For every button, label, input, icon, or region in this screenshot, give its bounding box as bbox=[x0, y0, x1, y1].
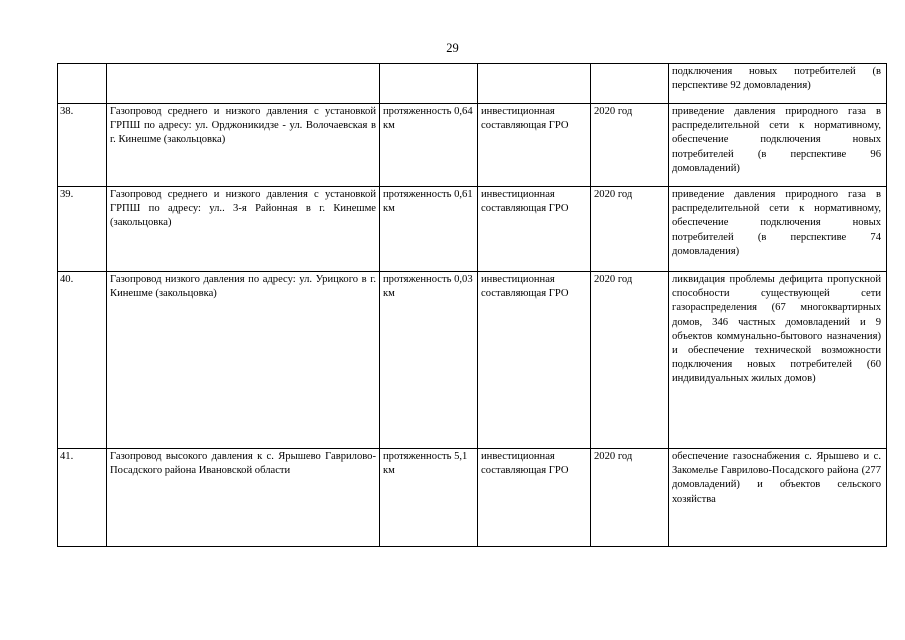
cell-result: приведение давления природного газа в распределительной сети к нормативному, обеспечение подключения новых потребителей (в перспективе 74 домовладения) bbox=[669, 187, 887, 272]
cell-result: обеспечение газоснабжения с. Ярышево и с. Закомелье Гаврилово-Посадского района (277 домовладений) и объектов сельского хозяйства bbox=[669, 449, 887, 547]
cell-number: 41. bbox=[58, 449, 107, 547]
table-row bbox=[58, 272, 887, 449]
cell-parameter: протяженность 0,64 км bbox=[380, 104, 478, 187]
cell-year: 2020 год bbox=[591, 104, 669, 187]
cell-number: 40. bbox=[58, 272, 107, 449]
cell-funding-source: инвестиционная составляющая ГРО bbox=[478, 272, 591, 449]
table-row bbox=[58, 187, 887, 272]
cell-result: приведение давления природного газа в распределительной сети к нормативному, обеспечение подключения новых потребителей (в перспективе 96 домовладений) bbox=[669, 104, 887, 187]
cell-year bbox=[591, 64, 669, 104]
cell-parameter bbox=[380, 64, 478, 104]
cell-parameter: протяженность 0,61 км bbox=[380, 187, 478, 272]
cell-funding-source bbox=[478, 64, 591, 104]
cell-object bbox=[107, 64, 380, 104]
cell-funding-source: инвестиционная составляющая ГРО bbox=[478, 104, 591, 187]
cell-object: Газопровод среднего и низкого давления с установкой ГРПШ по адресу: ул.. 3-я Районная в г. Кинешме (закольцовка) bbox=[107, 187, 380, 272]
cell-funding-source: инвестиционная составляющая ГРО bbox=[478, 187, 591, 272]
table-row bbox=[58, 449, 887, 547]
table-row bbox=[58, 104, 887, 187]
cell-object: Газопровод высокого давления к с. Ярышево Гаврилово-Посадского района Ивановской области bbox=[107, 449, 380, 547]
cell-object: Газопровод низкого давления по адресу: ул. Урицкого в г. Кинешме (закольцовка) bbox=[107, 272, 380, 449]
cell-result: подключения новых потребителей (в перспективе 92 домовладения) bbox=[669, 64, 887, 104]
cell-number bbox=[58, 64, 107, 104]
table-row bbox=[58, 64, 887, 104]
cell-number: 38. bbox=[58, 104, 107, 187]
cell-funding-source: инвестиционная составляющая ГРО bbox=[478, 449, 591, 547]
cell-parameter: протяженность 0,03 км bbox=[380, 272, 478, 449]
cell-number: 39. bbox=[58, 187, 107, 272]
cell-result: ликвидация проблемы дефицита пропускной способности существующей сети газораспределения (67 многоквартирных домов, 346 частных домовладений и 9 объектов коммунально-бытового назначения) и обеспечение технической возможности подключения новых потребителей (60 индивидуальных жилых домов) bbox=[669, 272, 887, 449]
cell-year: 2020 год bbox=[591, 187, 669, 272]
cell-year: 2020 год bbox=[591, 272, 669, 449]
cell-year: 2020 год bbox=[591, 449, 669, 547]
measures-table bbox=[57, 63, 887, 547]
cell-parameter: протяженность 5,1 км bbox=[380, 449, 478, 547]
page-number: 29 bbox=[446, 41, 459, 55]
cell-object: Газопровод среднего и низкого давления с установкой ГРПШ по адресу: ул. Орджоникидзе - ул. Волочаевская в г. Кинешме (закольцовка) bbox=[107, 104, 380, 187]
